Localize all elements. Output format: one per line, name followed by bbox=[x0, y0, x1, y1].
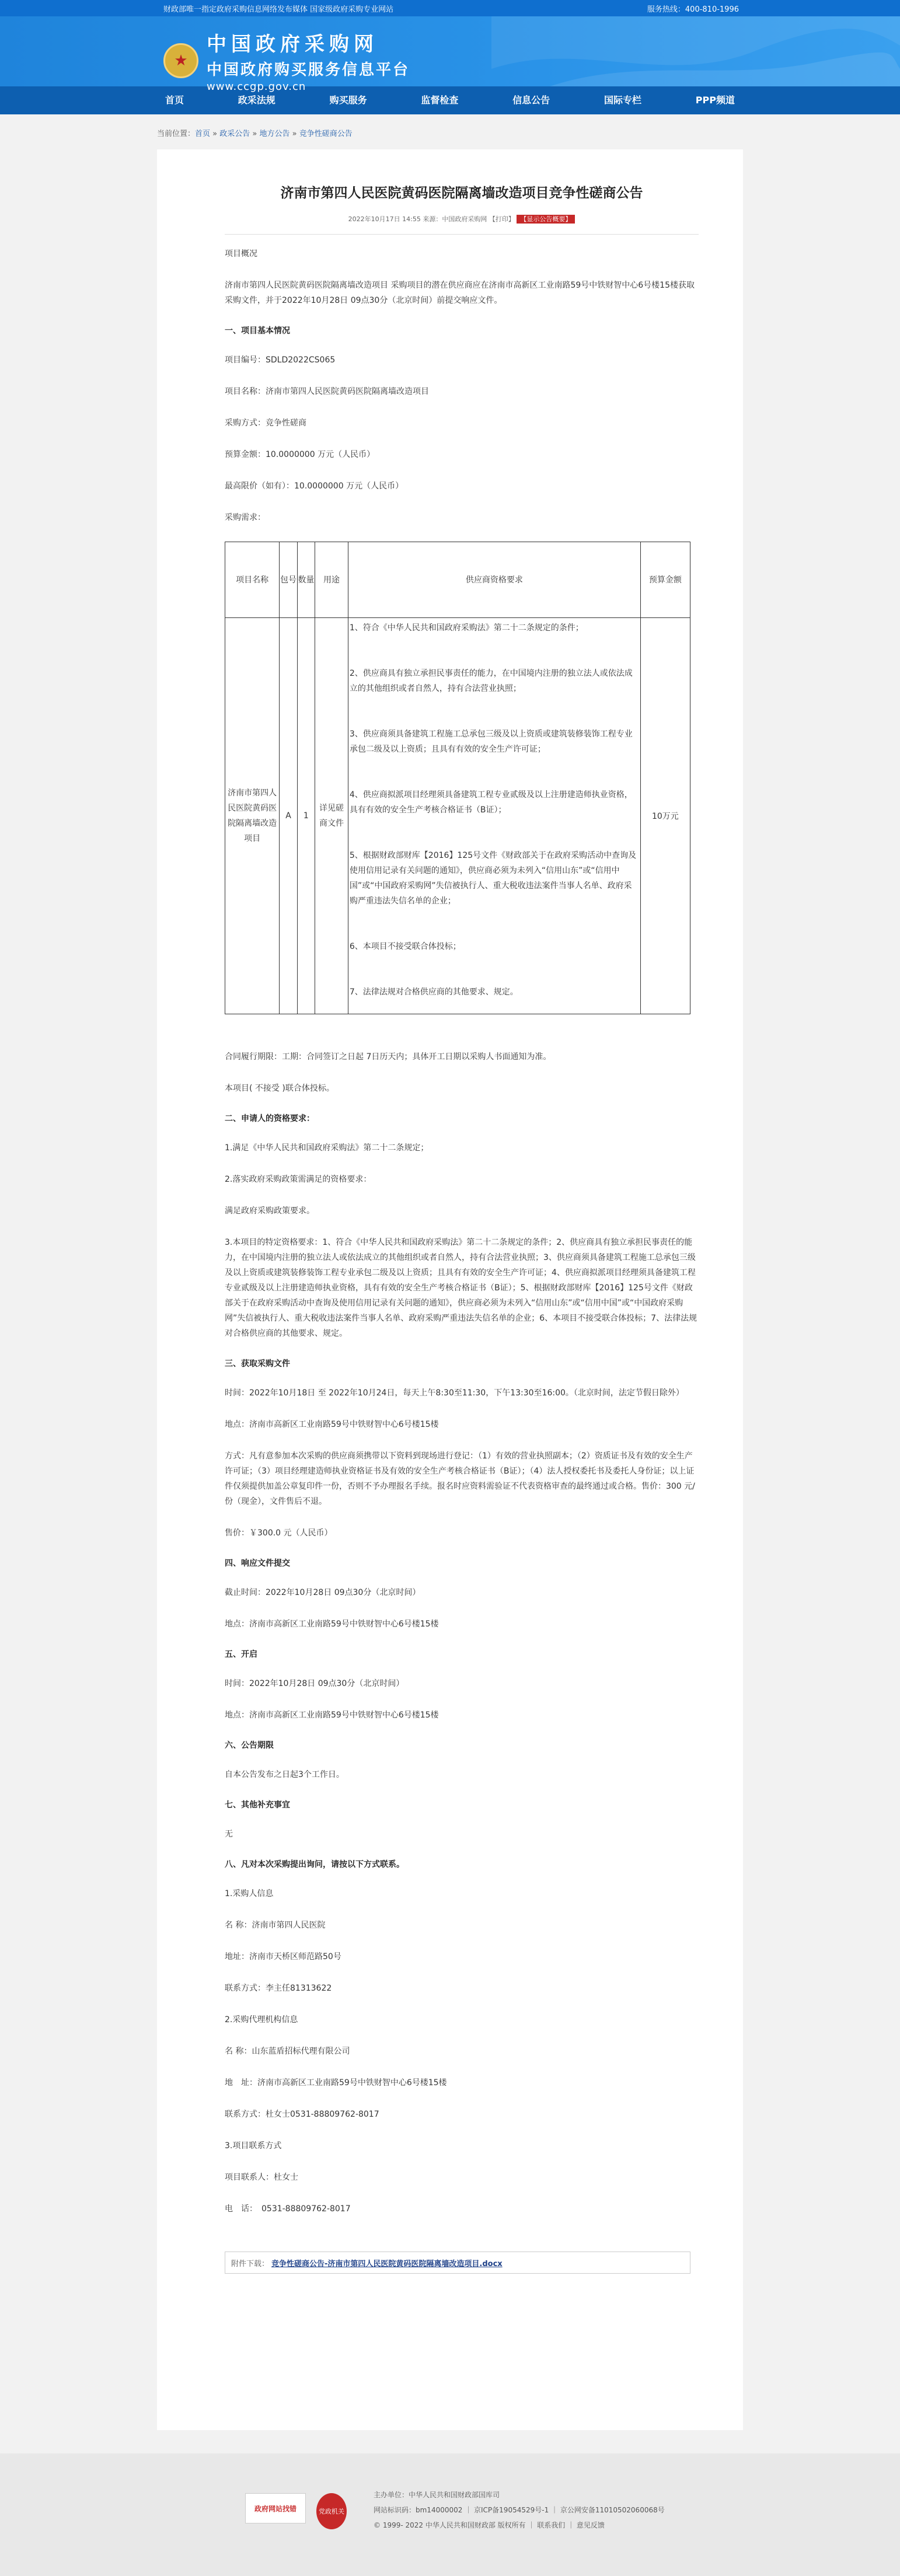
nav-purchase-services[interactable]: 购买服务 bbox=[329, 95, 367, 106]
site-subtitle: 中国政府购买服务信息平台 bbox=[207, 61, 410, 79]
breadcrumb-home[interactable]: 首页 bbox=[195, 130, 211, 138]
nav-regulations[interactable]: 政采法规 bbox=[238, 95, 275, 106]
overview-text: 济南市第四人民医院黄码医院隔离墙改造项目 采购项目的潜在供应商应在济南市高新区工业南路59号中铁财智中心6号楼15楼获取采购文件，并于2022年10月28日 09点30分（北京时间）前提交响应文件。 bbox=[225, 281, 695, 305]
section-heading: 三、获取采购文件 bbox=[225, 1359, 290, 1369]
header-decoration bbox=[491, 16, 900, 86]
breadcrumb: 当前位置：首页 » 政采公告 » 地方公告 » 竞争性磋商公告 bbox=[157, 130, 353, 138]
section-heading: 一、项目基本情况 bbox=[225, 326, 290, 336]
nav-international[interactable]: 国际专栏 bbox=[604, 95, 641, 106]
attachment-download-link[interactable]: 竞争性磋商公告-济南市第四人民医院黄码医院隔离墙改造项目.docx bbox=[271, 2259, 503, 2268]
site-url: www.ccgp.gov.cn bbox=[207, 81, 306, 93]
national-emblem-icon: ★ bbox=[163, 43, 198, 78]
party-government-badge[interactable]: 党政机关 bbox=[316, 2493, 347, 2529]
breadcrumb-current[interactable]: 竞争性磋商公告 bbox=[299, 130, 353, 138]
main-nav bbox=[0, 86, 900, 114]
footer-info: 主办单位：中华人民共和国财政部国库司 网站标识码：bm14000002 ｜ 京ICP备19054529号-1 ｜ 京公网安备11010502060068号 © 1999- 2022 中华人民共和国财政部 版权所有 ｜ 联系我们 ｜ 意见反馈 bbox=[374, 2491, 665, 2529]
article-meta: 2022年10月17日 14:55 来源：中国政府采购网 【打印】 【显示公告概要】 bbox=[225, 214, 699, 224]
topbar-slogan: 财政部唯一指定政府采购信息网络发布媒体 国家级政府采购专业网站 bbox=[163, 5, 394, 14]
breadcrumb-announcements[interactable]: 政采公告 bbox=[219, 130, 250, 138]
table-header-row: 项目名称 包号 数量 用途 供应商资格要求 预算金额 bbox=[225, 542, 690, 618]
website-error-report-badge[interactable]: 政府网站找错 bbox=[245, 2493, 306, 2523]
nav-home[interactable]: 首页 bbox=[165, 95, 184, 106]
divider bbox=[225, 234, 699, 235]
section-heading: 七、其他补充事宜 bbox=[225, 1800, 290, 1810]
site-title: 中国政府采购网 bbox=[207, 33, 378, 56]
section-heading: 二、申请人的资格要求： bbox=[225, 1114, 315, 1123]
article-card bbox=[157, 149, 743, 2430]
supplier-requirements: 1、符合《中华人民共和国政府采购法》第二十二条规定的条件； 2、供应商具有独立承担民事责任的能力，在中国境内注册的独立法人或依法成立的其他组织或者自然人，持有合法营业执照； 3、供应商须具备建筑工程施工总承包三级及以上资质或建筑装修装饰工程专业承包二级及以上资质；且具有有效的安全生产许可证； 4、供应商拟派项目经理须具备建筑工程专业贰级及以上注册建造师执业资格，具有有效的安全生产考核合格证书（B证）； 5、根据财政部财库【2016】125号文件《财政部关于在政府采购活动中查询及使用信用记录有关问题的通知》，供应商必须为未列入“信用山东”或“信用中国”或“中国政府采购网”失信被执行人、重大税收违法案件当事人名单、政府采购严重违法失信名单的企业； 6、本项目不接受联合体投标； 7、法律法规对合格供应商的其他要求、规定。 bbox=[348, 618, 640, 1014]
section-heading: 五、开启 bbox=[225, 1650, 257, 1659]
nav-announcements[interactable]: 信息公告 bbox=[512, 95, 550, 106]
attachment-box: 附件下载： 竞争性磋商公告-济南市第四人民医院黄码医院隔离墙改造项目.docx bbox=[225, 2252, 690, 2274]
site-footer bbox=[0, 2453, 900, 2576]
breadcrumb-local[interactable]: 地方公告 bbox=[259, 130, 290, 138]
nav-ppp[interactable]: PPP频道 bbox=[695, 95, 735, 106]
section-heading: 六、公告期限 bbox=[225, 1741, 274, 1750]
nav-supervision[interactable]: 监督检查 bbox=[421, 95, 459, 106]
show-summary-button[interactable]: 【显示公告概要】 bbox=[517, 215, 575, 224]
article-content: 项目概况 济南市第四人民医院黄码医院隔离墙改造项目 采购项目的潜在供应商应在济南市高新区工业南路59号中铁财智中心6号楼15楼获取采购文件，并于2022年10月28日 09点30分（北京时间）前提交响应文件。 一、项目基本情况 项目编号：SDLD2022CS065 项目名称：济南市第四人民医院黄码医院隔离墙改造项目 采购方式：竞争性磋商 预算金额：10.0000000 万元（人民币） 最高限价（如有）：10.0000000 万元（人民币） 采购需求： 项目名称 包号 数量 用途 供应商资格要求 预算金额 济南市第四人民医院黄码医院隔离墙改造项目 A 1 详见磋商文件 1、符合《中华人民共和国政府采购法》第二十二条规定的条件； 2、供应商具有独立承担民事责任的能力，在中国境内注册的独立法人或依法成立的其他组织或者自然人，持有合法营业执照； 3、供应商须具备建筑工程施工总承包三级及以上资质或建筑装修装饰工程专业承包二级及以上资质；且具有有效的安全生产许可证； 4、供应商拟派项目经理须具备建筑工程专业贰级及以上注册建造师执业资格，具有有效的安全生产考核合格证书（B证）； 5、根据财政部财库【2016】125号文件《财政部关于在政府采购活动中查询及使用信用记录有关问题的通知》，供应商必须为未列入“信用山东”或“信用中国”或“中国政府采购网”失信被执行人、重大税收违法案件当事人名单、政府采购严重违法失信名单的企业； 6、本项目不接受联合体投标； 7、法律法规对合格供应商的其他要求、规定。 10万元 合同履行期限：工期：合同签订之日起 7日历天内；具体开工日期以采购人书面通知为准。 本项目( 不接受 )联合体投标。 二、申请人的资格要求： 1.满足《中华人民共和国政府采购法》第二十二条规定； 2.落实政府采购政策需满足的资格要求： 满足政府采购政策要求。 3.本项目的特定资格要求：1、符合《中华人民共和国政府采购法》第二十二条规定的条件；2、供应商具有独立承担民事责任的能力，在中国境内注册的独立法人或依法成立的其他组织或者自然人，持有合法营业执照；3、供应商须具备建筑工程施工总承包三级及以上资质或建筑装修装饰工程专业承包二级及以上资质；且具有有效的安全生产许可证；4、供应商拟派项目经理须具备建筑工程专业贰级及以上注册建造师执业资格，具有有效的安全生产考核合格证书（B证）；5、根据财政部财库【2016】125号文件《财政部关于在政府采购活动中查询及使用信用记录有关问题的通知》，供应商必须为未列入“信用山东”或“信用中国”或“中国政府采购网”失信被执行人、重大税收违法案件当事人名单、政府采购严重违法失信名单的企业；6、本项目不接受联合体投标；7、法律法规对合格供应商的其他要求、规定。 三、获取采购文件 时间：2022年10月18日 至 2022年10月24日，每天上午8:30至11:30，下午13:30至16:00。（北京时间，法定节假日除外） 地点：济南市高新区工业南路59号中铁财智中心6号楼15楼 方式：凡有意参加本次采购的供应商须携带以下资料到现场进行登记：（1）有效的营业执照副本；（2）资质证书及有效的安全生产许可证；（3）项目经理建造师执业资格证书及有效的安全生产考核合格证书（B证）；（4）法人授权委托书及委托人身份证；以上证件仅须提供加盖公章复印件一份，否则不予办理报名手续。报名时应资料需验证不代表资格审查的最终通过或合格。售价：300 元/份（现金），文件售后不退。 售价：￥300.0 元（人民币） 四、响应文件提交 截止时间：2022年10月28日 09点30分（北京时间） 地点：济南市高新区工业南路59号中铁财智中心6号楼15楼 五、开启 时间：2022年10月28日 09点30分（北京时间） 地点：济南市高新区工业南路59号中铁财智中心6号楼15楼 六、公告期限 自本公告发布之日起3个工作日。 七、其他补充事宜 无 八、凡对本次采购提出询问，请按以下方式联系。 1.采购人信息 名 称：济南市第四人民医院 地址：济南市天桥区师范路50号 联系方式：李主任81313622 2.采购代理机构信息 名 称：山东蓝盾招标代理有限公司 地 址：济南市高新区工业南路59号中铁财智中心6号楼15楼 联系方式：杜女士0531-88809762-8017 3.项目联系方式 项目联系人：杜女士 电 话： 0531-88809762-8017 附件下载： 竞争性磋商公告-济南市第四人民医院黄码医院隔离墙改造项目.docx bbox=[225, 246, 699, 2274]
service-hotline: 服务热线：400-810-1996 bbox=[647, 5, 739, 14]
site-header bbox=[0, 16, 900, 93]
table-row: 济南市第四人民医院黄码医院隔离墙改造项目 A 1 详见磋商文件 1、符合《中华人民共和国政府采购法》第二十二条规定的条件； 2、供应商具有独立承担民事责任的能力，在中国境内注册的独立法人或依法成立的其他组织或者自然人，持有合法营业执照； 3、供应商须具备建筑工程施工总承包三级及以上资质或建筑装修装饰工程专业承包二级及以上资质；且具有有效的安全生产许可证； 4、供应商拟派项目经理须具备建筑工程专业贰级及以上注册建造师执业资格，具有有效的安全生产考核合格证书（B证）； 5、根据财政部财库【2016】125号文件《财政部关于在政府采购活动中查询及使用信用记录有关问题的通知》，供应商必须为未列入“信用山东”或“信用中国”或“中国政府采购网”失信被执行人、重大税收违法案件当事人名单、政府采购严重违法失信名单的企业； 6、本项目不接受联合体投标； 7、法律法规对合格供应商的其他要求、规定。 10万元 bbox=[225, 618, 690, 1014]
requirements-table bbox=[225, 542, 690, 1014]
site-logo[interactable] bbox=[163, 28, 410, 93]
top-info-bar bbox=[0, 0, 900, 16]
section-heading: 八、凡对本次采购提出询问，请按以下方式联系。 bbox=[225, 1860, 404, 1869]
article-title: 济南市第四人民医院黄码医院隔离墙改造项目竞争性磋商公告 bbox=[280, 186, 643, 201]
section-heading: 四、响应文件提交 bbox=[225, 1559, 290, 1568]
